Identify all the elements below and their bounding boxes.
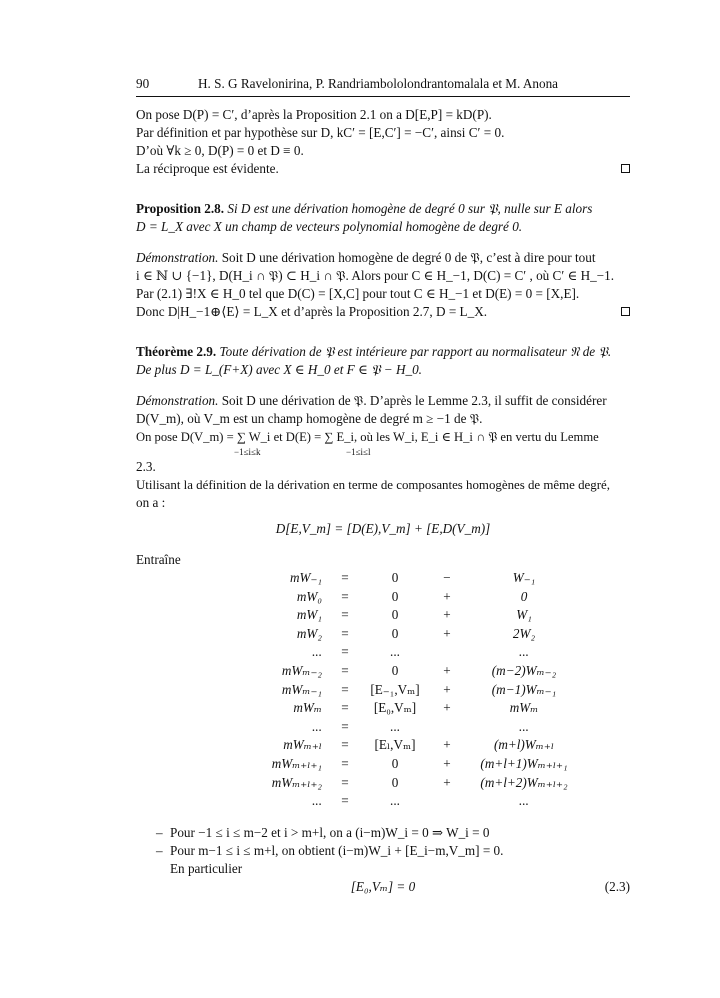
qed-square-icon [621,164,630,173]
theorem-text: De plus D = L_(F+X) avec X ∈ H_0 et F ∈ 𝔓 − H_0. [136,362,422,377]
system-cell: W₁ [516,607,532,623]
system-cell: = [341,793,349,809]
running-header [136,76,630,97]
system-cell: mWₘ₊ₗ₊₂ [271,774,322,790]
system-cell: mWₘ [509,700,539,716]
system-cell: mW₋₁ [289,570,322,585]
system-cell: = [341,755,349,771]
demonstration-text: on a : [136,495,166,510]
system-cell: 0 [391,570,399,585]
system-cell: (m+l+2)Wₘ₊ₗ₊₂ [480,774,568,790]
system-cell: ... [312,793,322,809]
demonstration-text: 2.3. [136,459,156,474]
system-cell: = [341,644,349,660]
system-cell: mWₘ₊ₗ₊₁ [271,755,322,771]
proposition-2-8 [136,200,630,236]
system-cell: + [443,700,451,716]
system-cell: ... [312,718,322,734]
demonstration-text: Utilisant la définition de la dérivation en terme de composantes homogènes de même degré, [136,478,610,492]
system-cell: = [341,718,349,734]
bullet-list [136,824,630,896]
numbered-equation [136,878,630,896]
equation-content: [E₀,Vₘ] = 0 [350,879,416,894]
demonstration-text: D(V_m), où V_m est un champ homogène de degré m ≥ −1 de 𝔓. [136,411,483,426]
system-cell: 0 [391,662,399,678]
demonstration-text: Par (2.1) ∃!X ∈ H_0 tel que D(C) = [X,C] pour tout C ∈ H_−1 et D(E) = 0 = [X,E]. [136,286,580,301]
system-cell: mWₘ₋₂ [281,662,322,678]
demonstration-text: Donc D|H_−1⊕⟨E⟩ = L_X et d’après la Proposition 2.7, D = L_X. [136,304,488,319]
proposition-text: D = L_X avec X un champ de vecteurs polynomial homogène de degré 0. [136,219,523,234]
system-cell: mWₘ₊ₗ [283,737,322,753]
system-cell: (m−2)Wₘ₋₂ [491,662,557,678]
system-cell: = [341,588,349,604]
system-cell: ... [519,718,529,734]
text-line-qed [136,160,630,178]
theorem-2-9 [136,343,630,379]
demonstration-text: On pose D(V_m) = ∑ W_i et D(E) = ∑ E_i, où les W_i, E_i ∈ H_i ∩ 𝔓 en vertu du Lemme [136,430,599,444]
header-authors: H. S. G Ravelonirina, P. Randriambololondrantomalala et M. Anona [198,76,559,91]
system-cell: = [341,625,349,641]
text-content: La réciproque est évidente. [136,161,279,176]
qed-square-icon [621,307,630,316]
demonstration-text: Soit D une dérivation de 𝔓. D’après le Lemme 2.3, il suffit de considérer [221,393,607,408]
system-cell: ... [390,644,400,660]
page-number: 90 [136,76,150,91]
demonstration-1 [136,249,630,321]
system-cell: W₋₁ [512,570,536,585]
system-cell: mW₂ [296,625,322,641]
system-cell: = [341,607,349,623]
system-cell: = [341,774,349,790]
system-cell: 0 [520,588,528,604]
paper-page [136,76,630,896]
system-cell: ... [519,793,529,809]
list-item-text: Pour −1 ≤ i ≤ m−2 et i > m+l, on a (i−m)W_i = 0 ⇒ W_i = 0 [170,825,490,840]
system-cell: 0 [391,625,399,641]
system-cell: = [341,737,349,753]
system-cell: 0 [391,607,399,623]
system-cell: = [341,570,349,585]
theorem-label: Théorème 2.9. [136,344,217,359]
text-line: D’où ∀k ≥ 0, D(P) = 0 et D ≡ 0. [136,143,304,158]
proof-end-block [136,106,630,178]
system-cell: 0 [391,774,399,790]
en-particulier-text: En particulier [170,861,243,876]
proposition-text: Si D est une dérivation homogène de degré 0 sur 𝔓, nulle sur E alors [227,201,593,216]
system-cell: + [443,607,451,623]
system-cell: + [443,588,451,604]
system-cell: [Eₗ,Vₘ] [374,737,416,753]
system-cell: + [443,755,451,771]
system-cell: (m+l)Wₘ₊ₗ [493,737,555,753]
demonstration-text: i ∈ ℕ ∪ {−1}, D(H_i ∩ 𝔓) ⊂ H_i ∩ 𝔓. Alors pour C ∈ H_−1, D(C) = C′ , où C′ ∈ H_−1. [136,268,615,283]
system-cell: + [443,662,451,678]
system-cell: mWₘ [293,700,322,716]
system-cell: (m−1)Wₘ₋₁ [491,681,557,697]
system-cell: [E₀,Vₘ] [373,700,417,716]
system-cell: = [341,662,349,678]
system-cell: 0 [391,588,399,604]
system-cell: 2W₂ [512,625,536,641]
main-equation: D[E,V_m] = [D(E),V_m] + [E,D(V_m)] [275,521,491,536]
list-item: – Pour m−1 ≤ i ≤ m+l, on obtient (i−m)W_i + [E_i−m,V_m] = 0. [156,843,504,858]
system-cell: ... [390,793,400,809]
system-cell: ... [519,644,529,660]
system-cell: + [443,737,451,753]
theorem-text: Toute dérivation de 𝔓 est intérieure par rapport au normalisateur 𝔑 de 𝔓. [219,344,612,359]
proposition-label: Proposition 2.8. [136,201,225,216]
text-line: Par définition et par hypothèse sur D, kC′ = [E,C′] = −C′, ainsi C′ = 0. [136,125,505,140]
system-cell: − [443,570,451,585]
system-cell: + [443,681,451,697]
equation-number: (2.3) [604,879,630,894]
demonstration-text: Soit D une dérivation homogène de degré 0 de 𝔓, c’est à dire pour tout [221,250,596,265]
system-cell: mW₁ [296,607,322,623]
system-cell: ... [390,718,400,734]
list-item-text: Pour m−1 ≤ i ≤ m+l, on obtient (i−m)W_i + [E_i−m,V_m] = 0. [170,843,504,858]
sum-subscript: −1≤i≤l [346,447,371,457]
demonstration-label: Démonstration. [136,393,219,408]
system-cell: + [443,625,451,641]
equation-system [136,569,630,811]
system-cell: (m+l+1)Wₘ₊ₗ₊₁ [480,755,568,771]
system-cell: [E₋₁,Vₘ] [370,681,420,697]
sum-subscript: −1≤i≤k [234,447,261,457]
system-cell: ... [312,644,322,660]
entraine-text: Entraîne [136,552,181,567]
system-cell: mWₘ₋₁ [281,681,322,697]
list-item: – Pour −1 ≤ i ≤ m−2 et i > m+l, on a (i−m)W_i = 0 ⇒ W_i = 0 [156,825,490,840]
system-cell: + [443,774,451,790]
demonstration-label: Démonstration. [136,250,219,265]
system-cell: mW₀ [296,588,322,604]
demonstration-2 [136,392,630,569]
system-cell: 0 [391,755,399,771]
system-cell: = [341,681,349,697]
text-line: On pose D(P) = C′, d’après la Proposition 2.1 on a D[E,P] = kD(P). [136,107,492,122]
system-cell: = [341,700,349,716]
